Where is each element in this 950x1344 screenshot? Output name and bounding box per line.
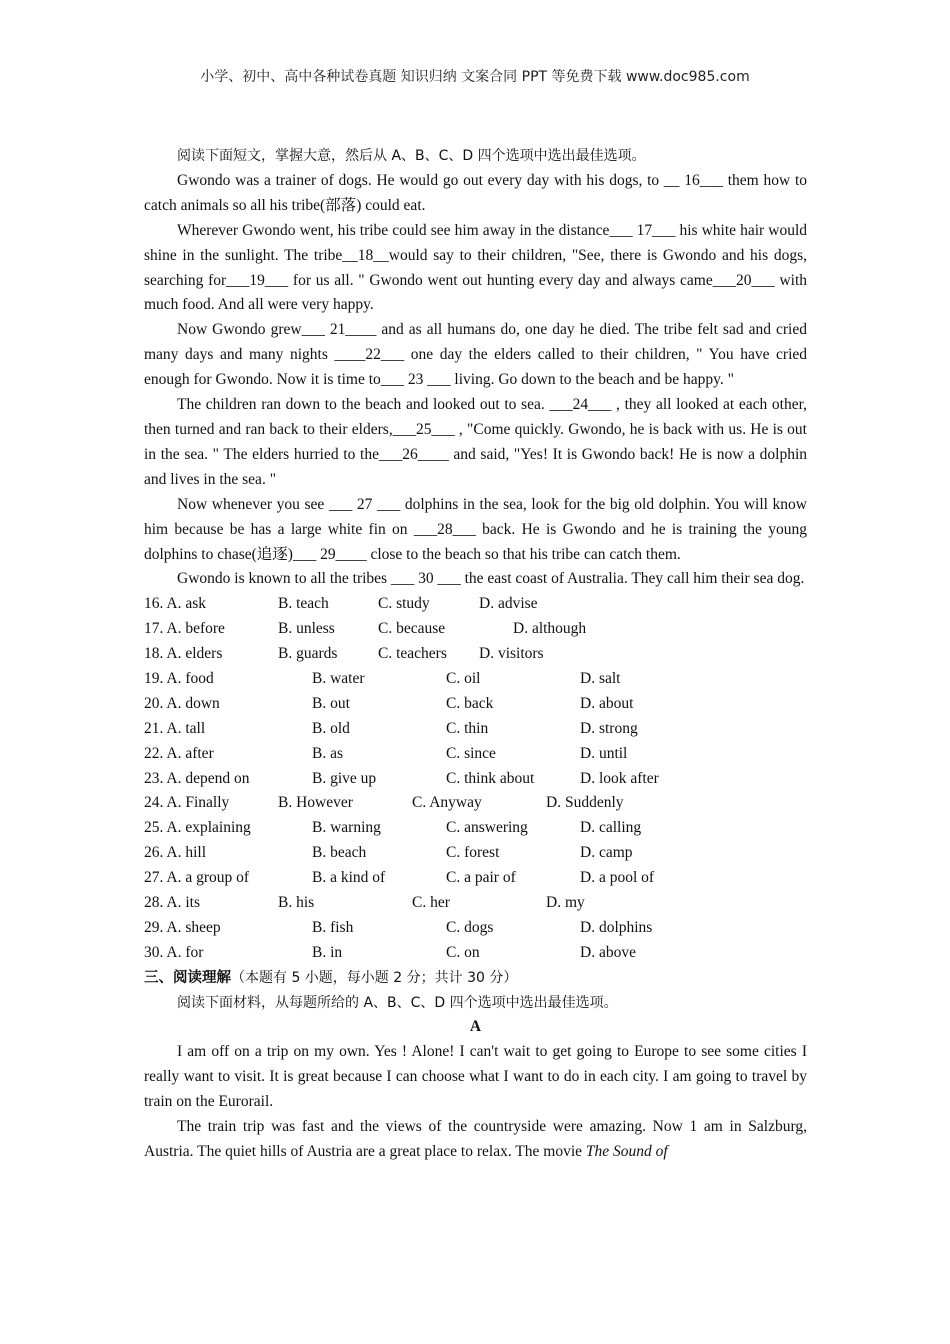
option: D. look after	[580, 769, 659, 787]
document-body	[144, 144, 807, 1165]
option: 24. A. Finally	[144, 794, 230, 812]
option: C. her	[412, 894, 450, 911]
option: B. as	[312, 744, 343, 762]
option: 27. A. a group of	[144, 869, 250, 887]
option-row	[144, 891, 807, 916]
option: D. calling	[580, 819, 642, 837]
option: B. unless	[278, 620, 335, 638]
option: B. old	[312, 719, 350, 737]
option: D. although	[513, 620, 587, 638]
option: B. out	[312, 694, 350, 712]
option: B. guards	[278, 645, 338, 663]
reading-paragraph	[144, 1115, 807, 1165]
option: C. because	[378, 620, 446, 638]
option: D. about	[580, 694, 634, 712]
cloze-paragraph: Gwondo was a trainer of dogs. He would go out every day with his dogs, to __ 16___ them how to catch animals so all his tribe(部落) could eat.	[144, 171, 807, 214]
option: B. warning	[312, 819, 381, 837]
cloze-paragraph: The children ran down to the beach and looked out to sea. ___24___ , they all looked at each other, then turned and ran back to their elders,___25___ , "Come quickly. Gwondo, he is back with us. He is out in the sea. " The elders hurried to the___26____ and said, "Yes! It is Gwondo back! He is now a dolphin and lives in the sea. "	[144, 396, 807, 488]
reading-instruction: 阅读下面材料，从每题所给的 A、B、C、D 四个选项中选出最佳选项。	[177, 994, 618, 1011]
page-header: 小学、初中、高中各种试卷真题 知识归纳 文案合同 PPT 等免费下载 www.doc985.com	[200, 69, 750, 85]
option: C. study	[378, 595, 430, 613]
option-row	[144, 692, 807, 717]
option: D. a pool of	[580, 869, 655, 887]
passage-label: A	[469, 1018, 482, 1036]
option: 17. A. before	[144, 620, 225, 638]
option: C. a pair of	[446, 869, 516, 887]
option: D. Suddenly	[546, 794, 624, 812]
option-row	[144, 617, 807, 642]
cloze-paragraph: Now whenever you see ___ 27 ___ dolphins in the sea, look for the big old dolphin. You will know him because be has a large white fin on ___28___ back. He is Gwondo and he is training the young dolphins to chase(追逐)___ 29____ close to the beach so that his tribe can catch them.	[144, 495, 807, 563]
option-row	[144, 767, 807, 792]
option-row	[144, 866, 807, 891]
option: D. camp	[580, 844, 633, 862]
option-row	[144, 916, 807, 941]
option-row	[144, 791, 807, 816]
option: D. until	[580, 744, 628, 762]
option: 22. A. after	[144, 744, 214, 762]
option: 25. A. explaining	[144, 819, 251, 837]
section-heading	[144, 966, 807, 991]
option: D. advise	[479, 595, 538, 613]
option: B. water	[312, 669, 365, 687]
option: D. above	[580, 943, 636, 961]
option: C. answering	[446, 819, 528, 837]
option: 26. A. hill	[144, 844, 207, 862]
option: C. thin	[446, 719, 489, 737]
option: 23. A. depend on	[144, 769, 250, 787]
option-row	[144, 642, 807, 667]
option: 21. A. tall	[144, 719, 206, 737]
section-note: （本题有 5 小题，每小题 2 分；共计 30 分）	[231, 969, 518, 986]
option: B. fish	[312, 918, 354, 936]
option: C. forest	[446, 844, 500, 862]
option-row	[144, 717, 807, 742]
movie-title: The Sound of	[585, 1143, 668, 1161]
option: B. teach	[278, 595, 329, 613]
option: C. on	[446, 943, 480, 961]
section-title: 三、阅读理解	[144, 969, 231, 986]
option: D. visitors	[479, 645, 544, 663]
option: B. However	[278, 794, 353, 812]
option: C. back	[446, 694, 494, 712]
option: B. beach	[312, 844, 367, 862]
reading-paragraph: I am off on a trip on my own. Yes ! Alone! I can't wait to get going to Europe to see some cities I really want to visit. It is great because I can choose what I want to do in each city. I am going to travel by train on the Eurorail.	[144, 1043, 807, 1111]
option: C. dogs	[446, 918, 494, 936]
option: B. a kind of	[312, 869, 386, 887]
cloze-instruction: 阅读下面短文，掌握大意，然后从 A、B、C、D 四个选项中选出最佳选项。	[177, 148, 646, 164]
reading-paragraph-text: The train trip was fast and the views of the countryside were amazing. Now 1 am in Salzburg, Austria. The quiet hills of Austria are a great place to relax. The movie	[144, 1118, 807, 1161]
option: D. salt	[580, 669, 621, 687]
option: D. dolphins	[580, 918, 653, 936]
option: C. Anyway	[412, 794, 482, 812]
cloze-paragraph: Wherever Gwondo went, his tribe could see him away in the distance___ 17___ his white hair would shine in the sunlight. The tribe__18__would say to their children, "See, there is Gwondo and his dogs, searching for___19___ for us all. " Gwondo went out hunting every day and always came___20___ with much food. And all were very happy.	[144, 221, 807, 314]
option: 29. A. sheep	[144, 918, 221, 936]
option: 30. A. for	[144, 943, 204, 961]
cloze-paragraph: Now Gwondo grew___ 21____ and as all humans do, one day he died. The tribe felt sad and cried many days and many nights ____22___ one day the elders called to their children, " You have cried enough for Gwondo. Now it is time to___ 23 ___ living. Go down to the beach and be happy. "	[144, 321, 807, 389]
option: B. in	[312, 943, 343, 961]
option-row	[144, 816, 807, 841]
option-row	[144, 941, 807, 966]
option-row	[144, 742, 807, 767]
option: C. oil	[446, 669, 481, 687]
option: 16. A. ask	[144, 595, 206, 613]
option: B. his	[278, 894, 315, 911]
option: B. give up	[312, 769, 377, 787]
option: C. teachers	[378, 645, 447, 663]
cloze-options	[144, 592, 807, 965]
option-row	[144, 667, 807, 692]
option: D. strong	[580, 719, 638, 737]
option: 18. A. elders	[144, 645, 223, 663]
option: D. my	[546, 894, 585, 911]
option: C. since	[446, 744, 496, 762]
option: 20. A. down	[144, 694, 220, 712]
option-row	[144, 841, 807, 866]
option: C. think about	[446, 769, 535, 787]
option-row	[144, 592, 807, 617]
cloze-paragraph: Gwondo is known to all the tribes ___ 30 ___ the east coast of Australia. They call him their sea dog.	[177, 570, 805, 588]
option: 28. A. its	[144, 894, 200, 911]
option: 19. A. food	[144, 669, 214, 687]
